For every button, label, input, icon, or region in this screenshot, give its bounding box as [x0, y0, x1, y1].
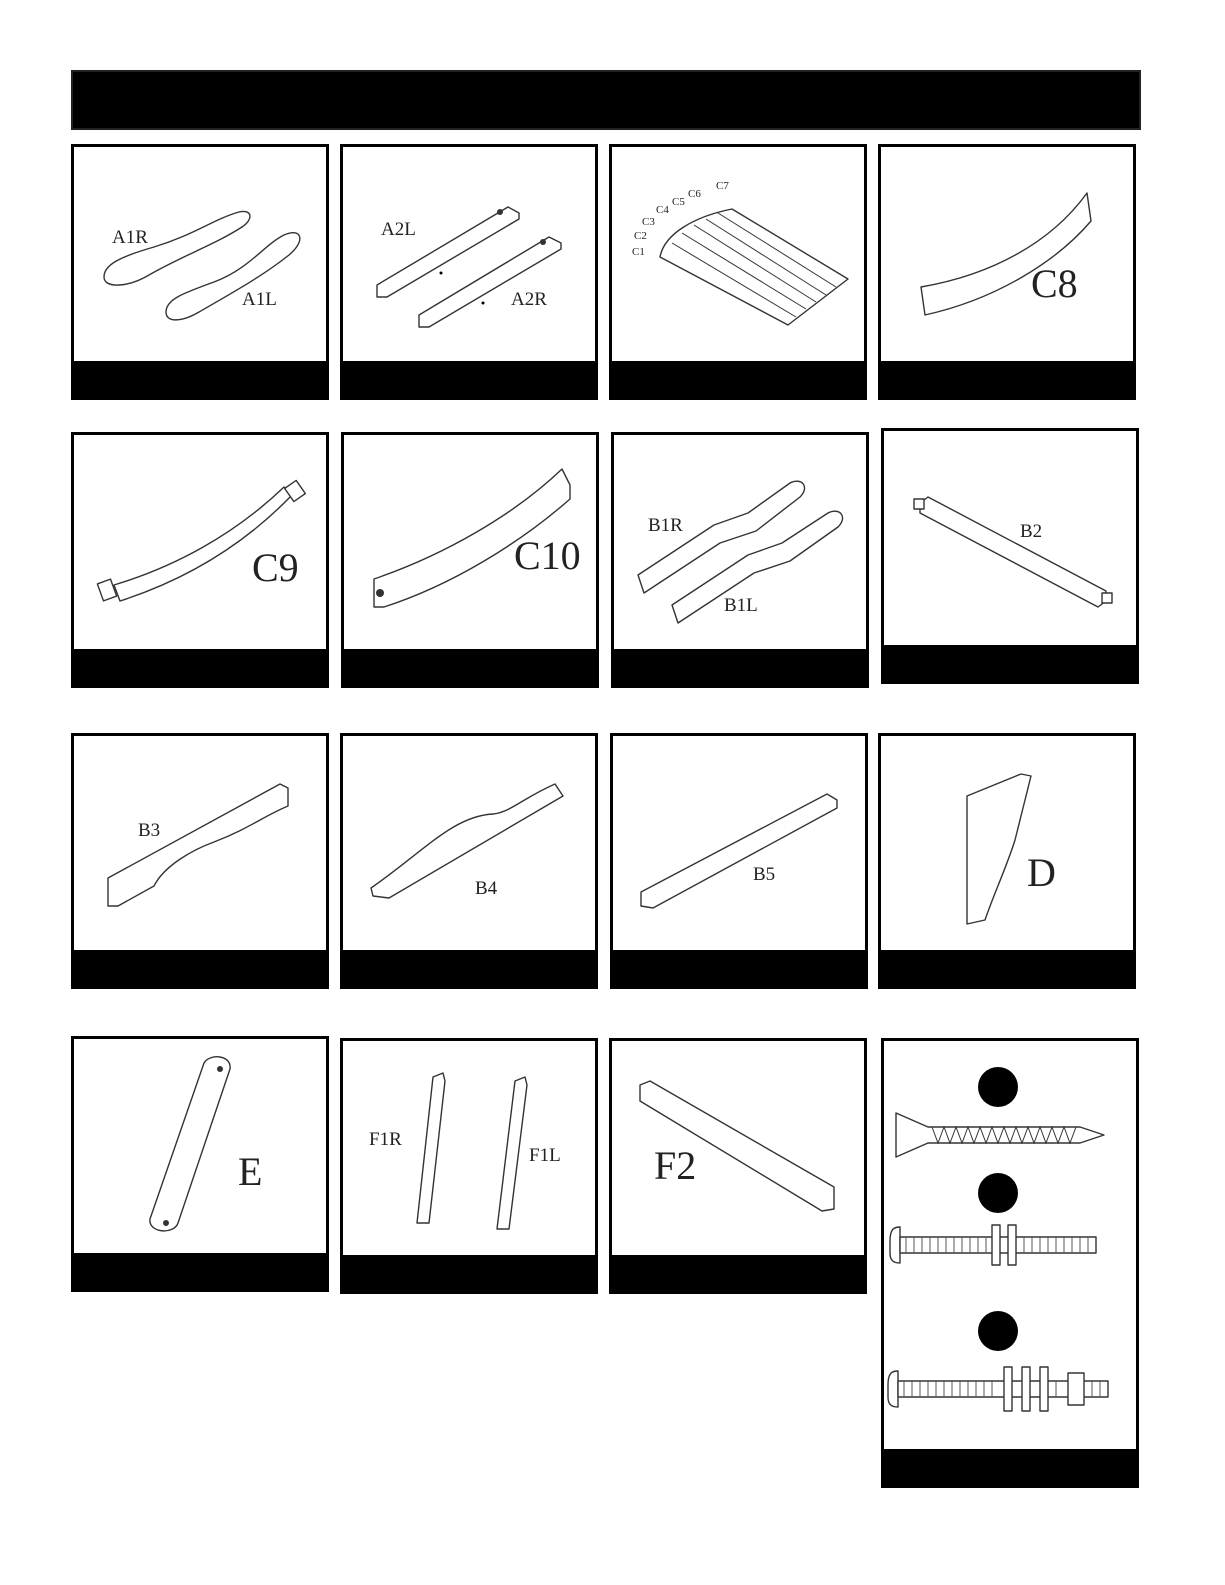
part-card-a1 — [71, 144, 329, 400]
hardware-card — [881, 1038, 1139, 1488]
arm-support-a2-drawing — [343, 147, 595, 361]
front-rail-b2-drawing — [884, 431, 1136, 645]
part-label-b5: B5 — [753, 864, 776, 885]
part-card-c10 — [341, 432, 599, 688]
back-rail-c10-drawing — [344, 435, 596, 649]
part-card-c8 — [878, 144, 1136, 400]
part-label-a2r: A2R — [511, 289, 547, 310]
slat-label-c7: C7 — [716, 180, 729, 192]
seat-side-b1-drawing — [614, 435, 866, 649]
part-label-b1l: B1L — [724, 595, 758, 616]
leg-brace-f2-drawing — [612, 1041, 864, 1255]
slat-label-c4: C4 — [656, 204, 669, 216]
part-label-a1l: A1L — [242, 289, 277, 310]
part-label-a2l: A2L — [381, 219, 416, 240]
slat-label-c5: C5 — [672, 196, 685, 208]
part-label-b4: B4 — [475, 878, 498, 899]
hardware-drawings — [884, 1041, 1136, 1451]
legs-f1-drawing — [343, 1041, 595, 1255]
part-card-f2 — [609, 1038, 867, 1294]
seat-slats-drawing — [612, 147, 864, 361]
part-card-b5 — [610, 733, 868, 989]
part-caption-c10 — [344, 649, 596, 685]
part-label-b2: B2 — [1020, 521, 1043, 542]
stretcher-b5-drawing — [613, 736, 865, 950]
header-bar — [71, 70, 1141, 130]
slat-label-c2: C2 — [634, 230, 647, 242]
stretcher-b3-drawing — [74, 736, 326, 950]
armrest-a1-drawing — [74, 147, 326, 361]
part-label-f2: F2 — [654, 1143, 697, 1188]
back-brace-c8-drawing — [881, 147, 1133, 361]
hardware-marker-bolt-short — [978, 1173, 1018, 1213]
part-caption-c8 — [881, 361, 1133, 397]
part-caption-b2 — [884, 645, 1136, 681]
part-card-f1 — [340, 1038, 598, 1294]
hardware-marker-screw — [978, 1067, 1018, 1107]
part-card-b1 — [611, 432, 869, 688]
slat-label-c1: C1 — [632, 246, 645, 258]
hardware-caption — [884, 1449, 1136, 1485]
stretcher-b4-drawing — [343, 736, 595, 950]
part-caption-f2 — [612, 1255, 864, 1291]
part-label-b1r: B1R — [648, 515, 683, 536]
armrest-bracket-e-drawing — [74, 1039, 326, 1253]
part-caption-b1 — [614, 649, 866, 685]
part-label-c8: C8 — [1031, 261, 1078, 306]
part-card-c-seat — [609, 144, 867, 400]
carriage-bolt-icon — [890, 1225, 1096, 1265]
wood-screw-icon — [896, 1113, 1104, 1157]
support-block-d-drawing — [881, 736, 1133, 950]
part-caption-f1 — [343, 1255, 595, 1291]
part-label-c9: C9 — [252, 545, 299, 590]
part-card-c9 — [71, 432, 329, 688]
part-label-f1l: F1L — [529, 1145, 561, 1166]
part-card-a2 — [340, 144, 598, 400]
part-caption-b4 — [343, 950, 595, 986]
part-caption-a1 — [74, 361, 326, 397]
part-label-e: E — [238, 1149, 263, 1194]
part-card-b4 — [340, 733, 598, 989]
hardware-marker-bolt-long — [978, 1311, 1018, 1351]
part-caption-a2 — [343, 361, 595, 397]
part-caption-b3 — [74, 950, 326, 986]
part-caption-c9 — [74, 649, 326, 685]
back-rail-c9-drawing — [74, 435, 326, 649]
part-caption-e — [74, 1253, 326, 1289]
part-card-b3 — [71, 733, 329, 989]
part-label-f1r: F1R — [369, 1129, 402, 1150]
carriage-bolt-nut-icon — [888, 1367, 1108, 1411]
part-card-d — [878, 733, 1136, 989]
part-caption-b5 — [613, 950, 865, 986]
slat-label-c3: C3 — [642, 216, 655, 228]
part-card-e — [71, 1036, 329, 1292]
part-label-b3: B3 — [138, 820, 161, 841]
part-card-b2 — [881, 428, 1139, 684]
part-label-d: D — [1027, 850, 1056, 895]
part-label-c10: C10 — [514, 533, 581, 578]
part-label-a1r: A1R — [112, 227, 148, 248]
slat-label-c6: C6 — [688, 188, 701, 200]
part-caption-c-seat — [612, 361, 864, 397]
part-caption-d — [881, 950, 1133, 986]
